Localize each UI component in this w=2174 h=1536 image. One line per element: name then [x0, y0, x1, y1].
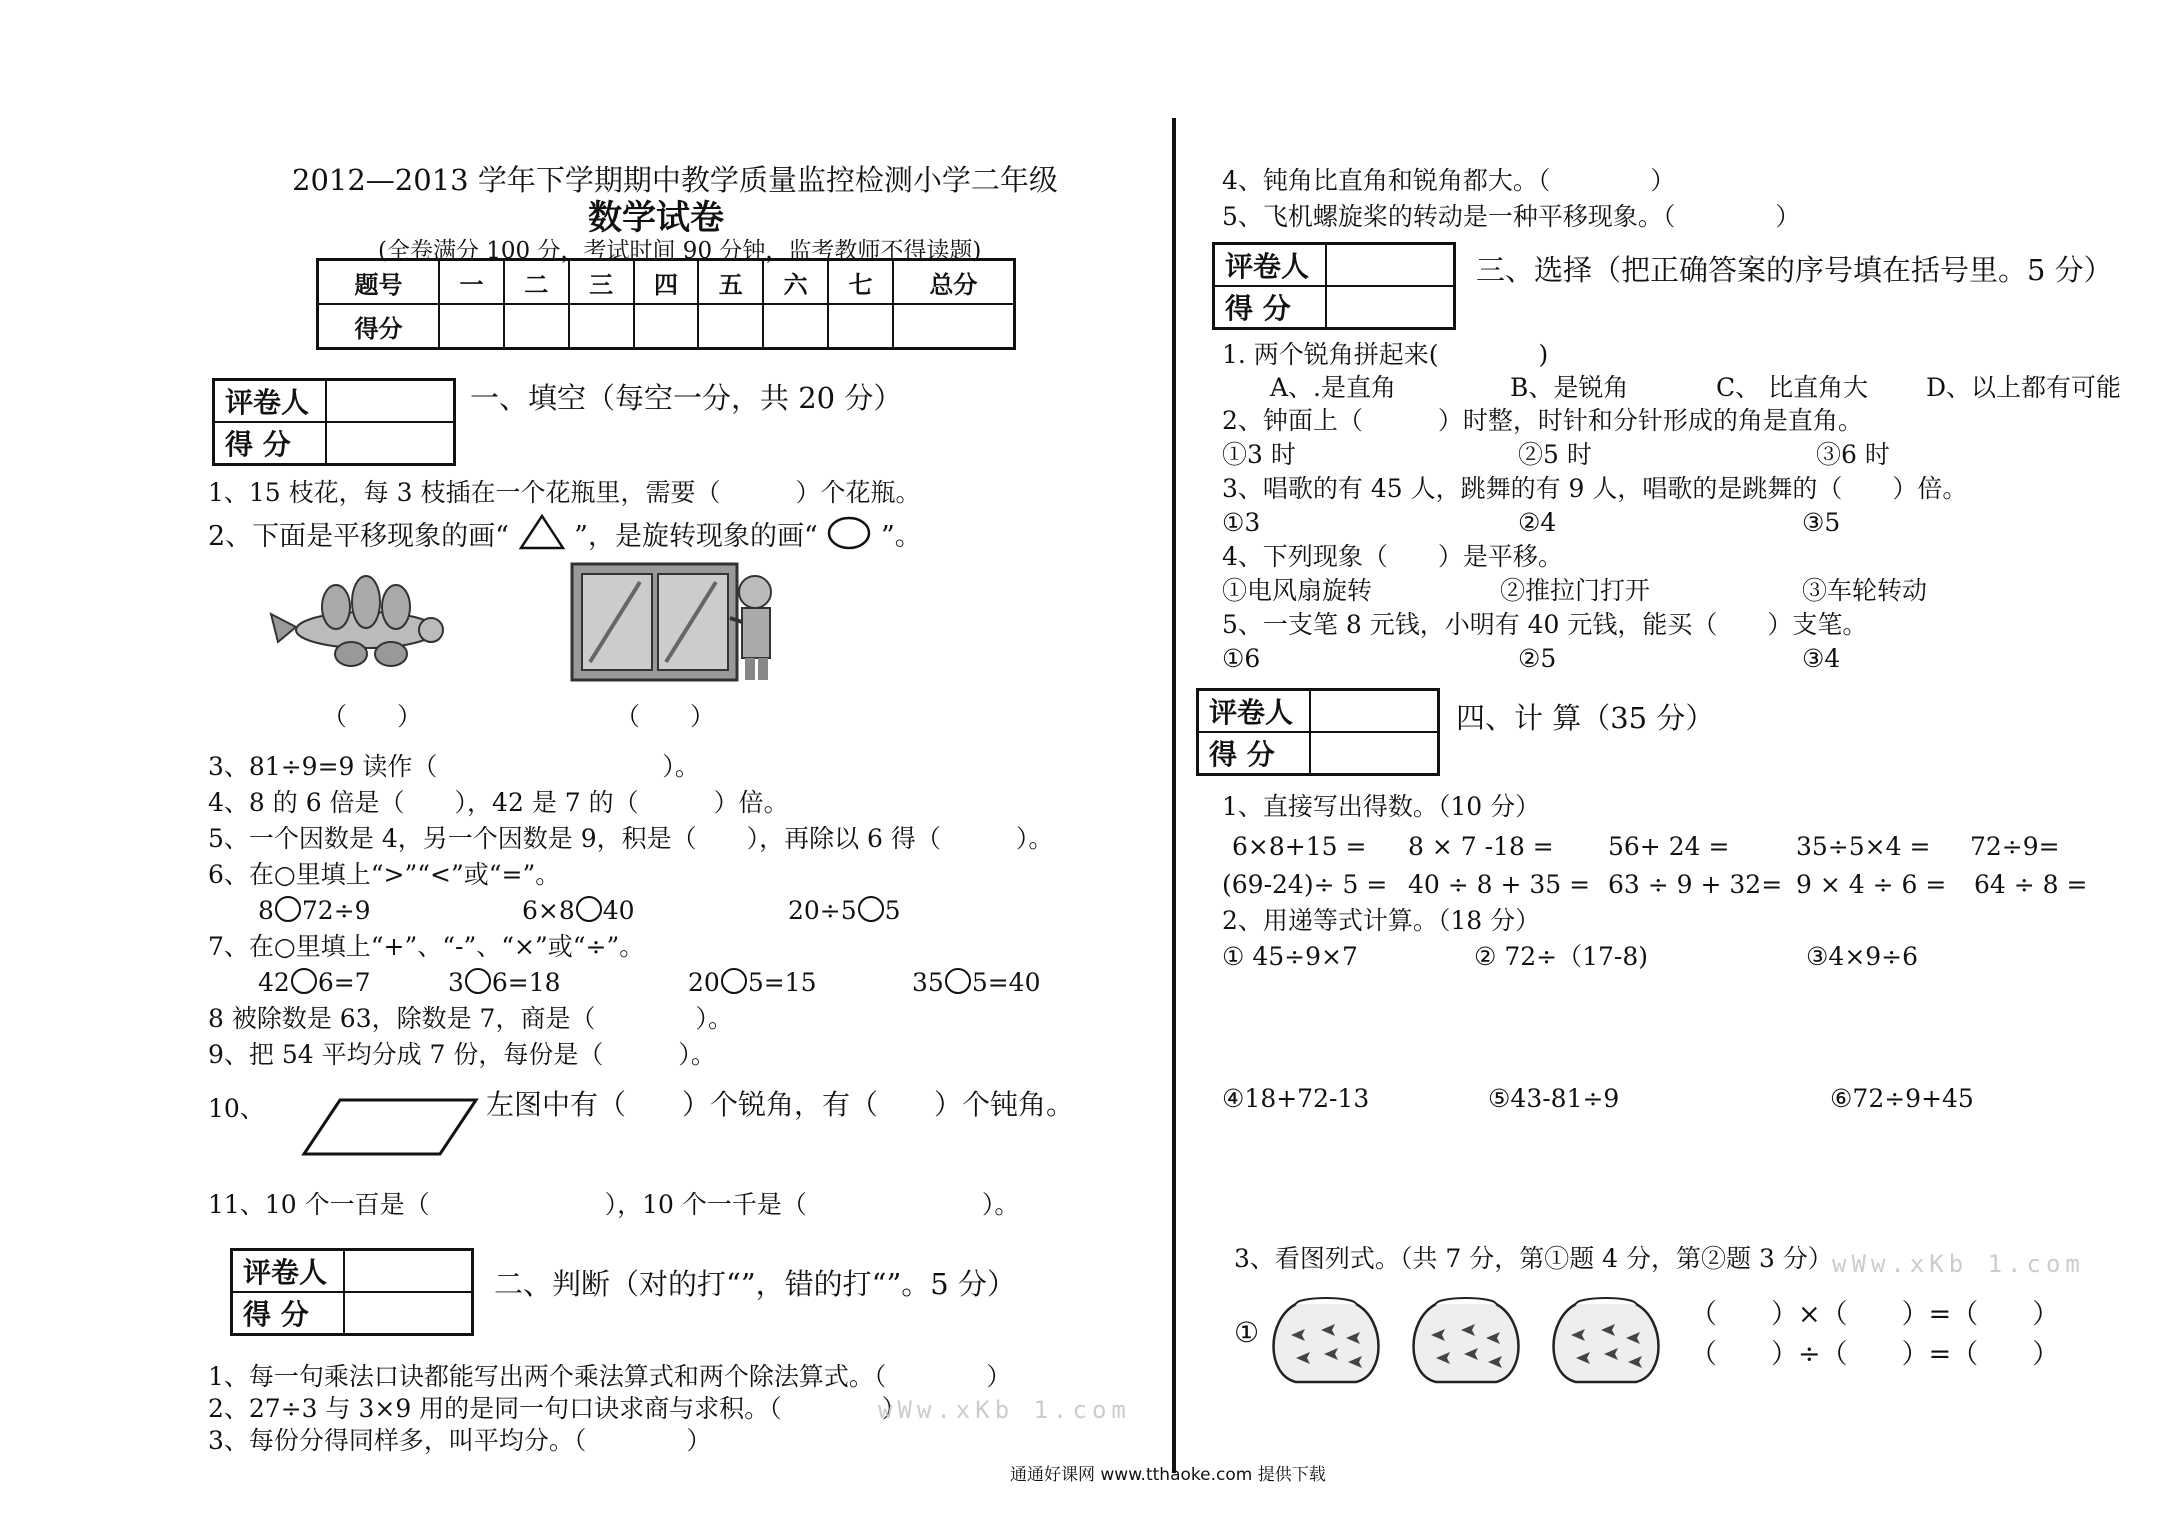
score-blank[interactable]: [828, 304, 893, 349]
score-row-label: 得分: [318, 304, 440, 349]
grader-reviewer-label: 评卷人: [232, 1250, 345, 1293]
s1-q9: 9、把 54 平均分成 7 份，每份是（ ）。: [208, 1040, 716, 1069]
calc-item: 63 ÷ 9 + 32=: [1608, 870, 1783, 899]
s3-q3-option[interactable]: ①3: [1222, 508, 1261, 537]
fish-bowl-icon: [1414, 1298, 1519, 1382]
s3-q3: 3、唱歌的有 45 人，跳舞的有 9 人，唱歌的是跳舞的（ ）倍。: [1222, 474, 1968, 503]
score-cell: 五: [698, 260, 763, 305]
section3-title: 三、选择（把正确答案的序号填在括号里。5 分）: [1476, 253, 2113, 287]
s1-q4: 4、8 的 6 倍是（ ），42 是 7 的（ ）倍。: [208, 788, 789, 817]
score-cell: 总分: [893, 260, 1015, 305]
score-blank[interactable]: [504, 304, 569, 349]
grader-blank[interactable]: [1310, 732, 1439, 775]
s3-q4-option[interactable]: ③车轮转动: [1802, 576, 1928, 605]
calc-item: 6×8+15 =: [1232, 832, 1367, 861]
s1-q7-item: 35 5=40: [912, 968, 1041, 997]
score-cell: 一: [439, 260, 504, 305]
s3-q4-option[interactable]: ②推拉门打开: [1500, 576, 1651, 605]
grader-blank[interactable]: [344, 1250, 473, 1293]
grader-reviewer-label: 评卷人: [214, 380, 327, 423]
score-blank[interactable]: [569, 304, 634, 349]
grader-score-label: 得 分: [232, 1292, 345, 1335]
blank-circle[interactable]: [275, 896, 301, 922]
title-line1: 2012—2013 学年下学期期中教学质量监控检测小学二年级: [292, 163, 1058, 197]
score-cell: 三: [569, 260, 634, 305]
s3-q2-option[interactable]: ①3 时: [1222, 440, 1296, 469]
s2-q4: 4、钝角比直角和锐角都大。（ ）: [1222, 166, 1676, 195]
s1-q10-number: 10、: [208, 1094, 265, 1123]
s1-q7-item: 3 6=18: [448, 968, 561, 997]
paren-propeller[interactable]: （ ）: [322, 702, 423, 731]
s3-q3-option[interactable]: ②4: [1518, 508, 1557, 537]
step-calc-item: ② 72÷（17-8): [1474, 942, 1649, 971]
picture-number: ①: [1234, 1316, 1260, 1349]
fish-bowls-picture: [1266, 1290, 1666, 1390]
s3-q1: 1. 两个锐角拼起来( ): [1222, 340, 1549, 369]
blank-circle[interactable]: [291, 968, 317, 994]
s1-q6-item: 20÷5 5: [788, 896, 901, 925]
calc-item: 56+ 24 =: [1608, 832, 1730, 861]
s4-part1: 1、直接写出得数。（10 分）: [1222, 792, 1541, 821]
parallelogram-icon: [300, 1096, 480, 1158]
column-divider: [1172, 118, 1176, 1473]
calc-item: (69-24)÷ 5 =: [1222, 870, 1388, 899]
score-cell: 六: [763, 260, 828, 305]
score-table-header-row: [318, 260, 1015, 305]
score-blank[interactable]: [439, 304, 504, 349]
step-calc-item: ⑥72÷9+45: [1830, 1084, 1974, 1113]
score-blank[interactable]: [893, 304, 1015, 349]
s1-q7-item: 20 5=15: [688, 968, 817, 997]
s1-q2-part-a: 2、下面是平移现象的画“: [208, 521, 509, 552]
exam-note: (全卷满分 100 分，考试时间 90 分钟，监考教师不得读题): [378, 238, 982, 264]
grader-score-label: 得 分: [1198, 732, 1311, 775]
grader-score-label: 得 分: [214, 422, 327, 465]
s3-q2-option[interactable]: ②5 时: [1518, 440, 1592, 469]
score-blank[interactable]: [763, 304, 828, 349]
step-calc-item: ⑤43-81÷9: [1488, 1084, 1620, 1113]
section1-title: 一、填空（每空一分，共 20 分）: [470, 381, 903, 415]
score-blank[interactable]: [698, 304, 763, 349]
s2-q2: 2、27÷3 与 3×9 用的是同一句口诀求商与求积。（ ）: [208, 1394, 907, 1423]
blank-circle[interactable]: [945, 968, 971, 994]
score-blank[interactable]: [634, 304, 699, 349]
s1-q6-item: 6×8 40: [522, 896, 635, 925]
calc-item: 40 ÷ 8 + 35 =: [1408, 870, 1591, 899]
step-calc-item: ① 45÷9×7: [1222, 942, 1358, 971]
s2-q1: 1、每一句乘法口诀都能写出两个乘法算式和两个除法算式。（ ）: [208, 1362, 1012, 1391]
score-table-score-row: [318, 304, 1015, 349]
section2-title: 二、判断（对的打“”，错的打“”。5 分）: [494, 1267, 1016, 1301]
s3-q2-option[interactable]: ③6 时: [1816, 440, 1890, 469]
s3-q5-option[interactable]: ①6: [1222, 644, 1261, 673]
blank-circle[interactable]: [721, 968, 747, 994]
s1-q8: 8 被除数是 63，除数是 7，商是（ ）。: [208, 1004, 733, 1033]
s3-q1-option[interactable]: D、以上都有可能: [1926, 373, 2122, 402]
picture-equation-multiply[interactable]: （ ）×（ ）=（ ）: [1690, 1299, 2060, 1330]
blank-circle[interactable]: [576, 896, 602, 922]
s1-q5: 5、一个因数是 4，另一个因数是 9，积是（ ），再除以 6 得（ ）。: [208, 824, 1054, 853]
paren-window[interactable]: （ ）: [615, 702, 716, 731]
grader-box-1: [212, 378, 456, 466]
s3-q5-option[interactable]: ②5: [1518, 644, 1557, 673]
step-calc-item: ③4×9÷6: [1806, 942, 1919, 971]
grader-blank[interactable]: [1326, 286, 1455, 329]
circle-icon: [826, 515, 872, 551]
grader-box-2: [230, 1248, 474, 1336]
watermark: wWw.xKb 1.com: [1832, 1250, 2085, 1278]
score-cell: 题号: [318, 260, 440, 305]
fish-bowl-icon: [1274, 1298, 1379, 1382]
grader-blank[interactable]: [1326, 244, 1455, 287]
score-cell: 四: [634, 260, 699, 305]
grader-reviewer-label: 评卷人: [1198, 690, 1311, 733]
sliding-window-picture: [570, 562, 790, 684]
score-cell: 七: [828, 260, 893, 305]
s1-q11: 11、10 个一百是（ ），10 个一千是（ ）。: [208, 1190, 1020, 1219]
score-table: [316, 258, 1016, 350]
s1-q2-part-c: ”。: [880, 521, 922, 552]
s3-q1-option[interactable]: A、.是直角: [1270, 373, 1397, 402]
s1-q3: 3、81÷9=9 读作（ ）。: [208, 752, 700, 781]
step-calc-item: ④18+72-13: [1222, 1084, 1370, 1113]
grader-blank[interactable]: [326, 380, 455, 423]
grader-blank[interactable]: [326, 422, 455, 465]
s1-q6: 6、在○里填上“>”“<”或“=”。: [208, 860, 561, 889]
blank-circle[interactable]: [858, 896, 884, 922]
blank-circle[interactable]: [465, 968, 491, 994]
s3-q3-option[interactable]: ③5: [1802, 508, 1841, 537]
fish-bowl-icon: [1554, 1298, 1659, 1382]
score-cell: 二: [504, 260, 569, 305]
title-line2: 数学试卷: [588, 198, 724, 238]
s1-q10: 左图中有（ ）个锐角，有（ ）个钝角。: [486, 1088, 1075, 1121]
s3-q2: 2、钟面上（ ）时整，时针和分针形成的角是直角。: [1222, 406, 1863, 435]
grader-box-3: [1212, 242, 1456, 330]
s3-q1-option[interactable]: C、 比直角大: [1716, 373, 1869, 402]
s3-q1-option[interactable]: B、是锐角: [1510, 373, 1629, 402]
s1-q1: 1、15 枝花，每 3 枝插在一个花瓶里，需要（ ）个花瓶。: [208, 478, 921, 507]
s1-q2: [208, 513, 922, 552]
s3-q4-option[interactable]: ①电风扇旋转: [1222, 576, 1373, 605]
calc-item: 9 × 4 ÷ 6 =: [1796, 870, 1947, 899]
s2-q5: 5、飞机螺旋桨的转动是一种平移现象。（ ）: [1222, 202, 1801, 231]
calc-item: 35÷5×4 =: [1796, 832, 1931, 861]
grader-reviewer-label: 评卷人: [1214, 244, 1327, 287]
s1-q7: 7、在○里填上“+”、“-”、“×”或“÷”。: [208, 932, 645, 961]
grader-blank[interactable]: [1310, 690, 1439, 733]
s2-q3: 3、每份分得同样多，叫平均分。（ ）: [208, 1426, 712, 1455]
section4-title: 四、计 算（35 分）: [1456, 701, 1715, 735]
grader-blank[interactable]: [344, 1292, 473, 1335]
s3-q5: 5、一支笔 8 元钱，小明有 40 元钱，能买（ ）支笔。: [1222, 610, 1868, 639]
calc-item: 64 ÷ 8 =: [1974, 870, 2088, 899]
s4-part3: 3、看图列式。（共 7 分，第①题 4 分，第②题 3 分）: [1234, 1244, 1833, 1273]
watermark: wWw.xKb 1.com: [878, 1396, 1131, 1424]
s1-q6-item: 8 72÷9: [258, 896, 371, 925]
s1-q7-item: 42 6=7: [258, 968, 371, 997]
picture-equation-divide[interactable]: （ ）÷（ ）=（ ）: [1690, 1339, 2060, 1370]
s3-q5-option[interactable]: ③4: [1802, 644, 1841, 673]
calc-item: 72÷9=: [1970, 832, 2060, 861]
propeller-picture: [266, 572, 466, 672]
triangle-icon: [518, 513, 566, 551]
grader-box-4: [1196, 688, 1440, 776]
s4-part2: 2、用递等式计算。（18 分）: [1222, 906, 1541, 935]
calc-item: 8 × 7 -18 =: [1408, 832, 1554, 861]
footer-credit: 通通好课网 www.tthaoke.com 提供下载: [1010, 1465, 1326, 1485]
s1-q2-part-b: ”，是旋转现象的画“: [574, 521, 818, 552]
s3-q4: 4、下列现象（ ）是平移。: [1222, 542, 1563, 571]
grader-score-label: 得 分: [1214, 286, 1327, 329]
